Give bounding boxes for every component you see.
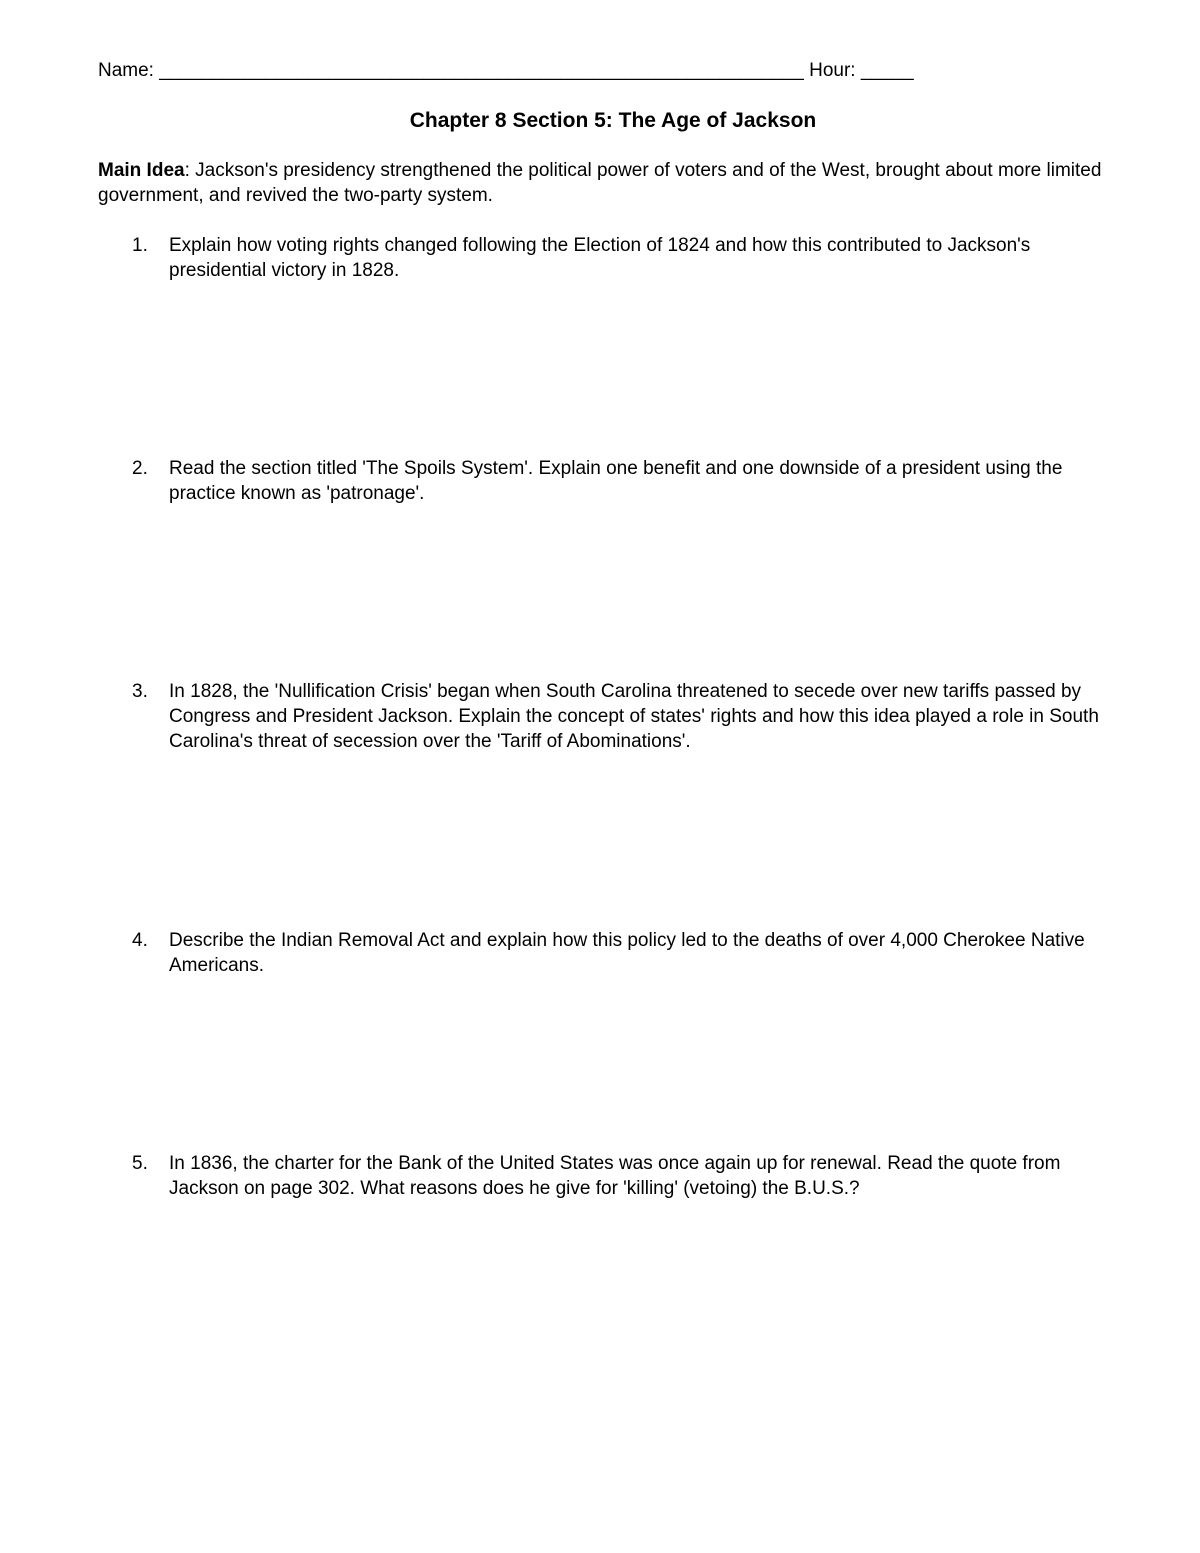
question-text: In 1828, the 'Nullification Crisis' began when South Carolina threatened to secede over new tariffs passed by Congress and President Jackson. Explain the concept of states' rights and how this idea played a role in South Carolina's threat of secession over the 'Tariff of Abominations'. — [169, 681, 1099, 752]
main-idea-label: Main Idea — [98, 160, 185, 181]
question-number: 1. — [132, 235, 148, 256]
question-text: Read the section titled 'The Spoils System'. Explain one benefit and one downside of a president using the practice known as 'patronage'. — [169, 458, 1063, 504]
page-title: Chapter 8 Section 5: The Age of Jackson — [409, 109, 817, 132]
question-text: In 1836, the charter for the Bank of the United States was once again up for renewal. Read the quote from Jackson on page 302. What reasons does he give for 'killing' (vetoing) the B.U.S.? — [169, 1153, 1061, 1199]
question-number: 2. — [132, 458, 148, 479]
name-hour-line: Name: _____________________________________________________________ Hour: _____ — [98, 60, 914, 81]
question-number: 3. — [132, 681, 148, 702]
question-text: Describe the Indian Removal Act and explain how this policy led to the deaths of over 4,000 Cherokee Native Americans. — [169, 930, 1085, 976]
question-text: Explain how voting rights changed following the Election of 1824 and how this contributed to Jackson's presidential victory in 1828. — [169, 235, 1031, 281]
main-idea-paragraph — [98, 158, 1128, 208]
question-number: 5. — [132, 1153, 148, 1174]
main-idea-text: : Jackson's presidency strengthened the political power of voters and of the West, brought about more limited government, and revived the two-party system. — [98, 160, 1102, 206]
question-number: 4. — [132, 930, 148, 951]
